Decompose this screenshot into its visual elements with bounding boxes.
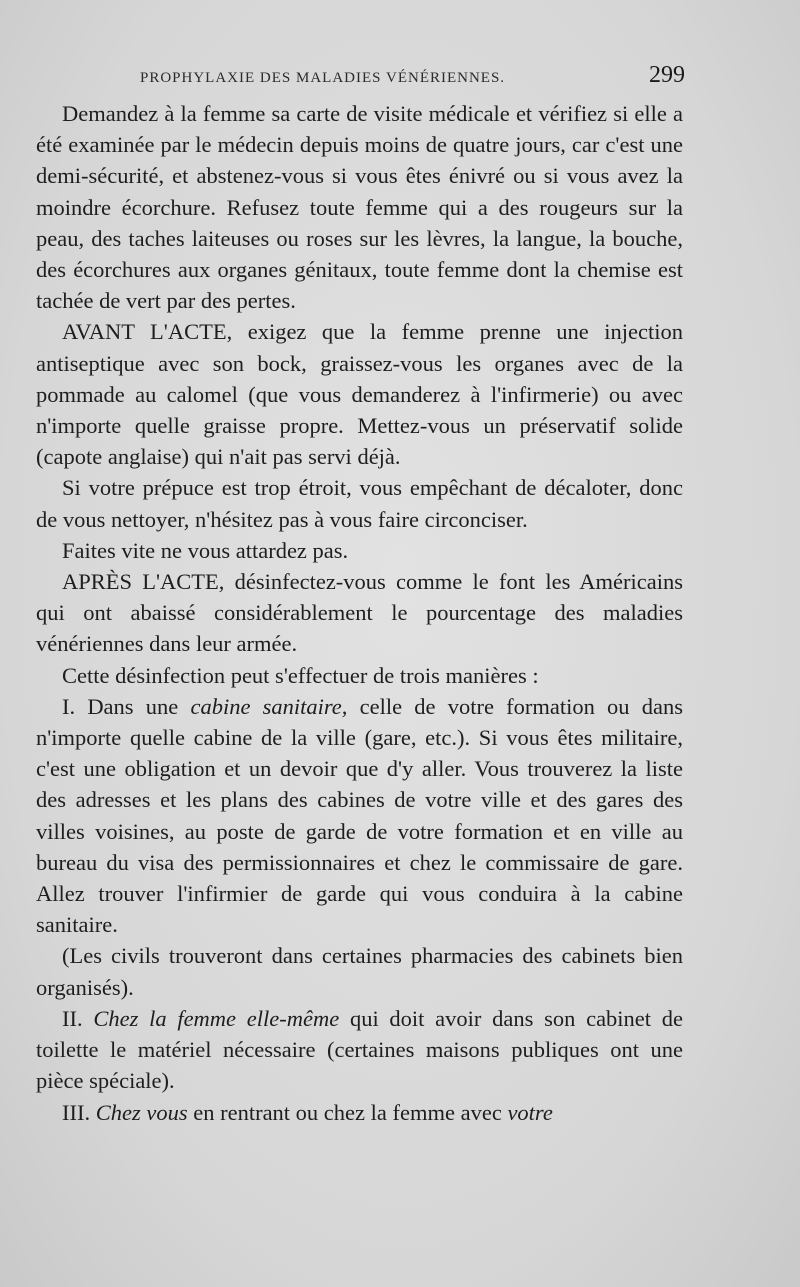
page-number: 299 <box>649 62 685 88</box>
paragraph <box>36 472 683 534</box>
paragraph <box>36 940 683 1002</box>
paragraph <box>36 691 683 941</box>
running-title: PROPHYLAXIE DES MALADIES VÉNÉRIENNES. <box>140 70 506 86</box>
paragraph-text: celle de votre formation ou dans n'importe quelle cabine de la ville (gare, etc.). Si vous êtes militaire, c'est une obligation et un devoir que d'y aller. Vous trouverez la liste des adresses et les plans des cabines de votre ville et des gares des villes voisines, au poste de garde de votre formation et en ville au bureau du visa des permissionnaires et chez le commissaire de gare. Allez trouver l'infirmier de garde qui vous conduira à la cabine sanitaire. <box>36 693 683 938</box>
list-number: II. <box>62 1005 83 1031</box>
paragraph-text: Cette désinfection peut s'effectuer de trois manières : <box>62 662 539 688</box>
paragraph <box>36 98 683 316</box>
paragraph-text: Demandez à la femme sa carte de visite médicale et vérifiez si elle a été examinée par le médecin depuis moins de quatre jours, car c'est une demi-sécurité, et abstenez-vous si vous êtes énivré ou si vous avez la moindre écorchure. Refusez toute femme qui a des rougeurs sur la peau, des taches laiteuses ou roses sur les lèvres, la langue, la bouche, des écorchures aux organes génitaux, toute femme dont la chemise est tachée de vert par des pertes. <box>36 101 683 314</box>
paragraph-text: désinfectez-vous comme le font les Américains qui ont abaissé considérablement le pourcentage des maladies vénériennes dans leur armée. <box>36 569 684 657</box>
paragraph <box>36 316 683 472</box>
paragraph <box>36 566 683 660</box>
paragraph <box>36 1003 683 1097</box>
paragraph-text: Faites vite ne vous attardez pas. <box>62 537 349 563</box>
list-number: III. <box>62 1099 91 1125</box>
paragraph-text: Si votre prépuce est trop étroit, vous empêchant de décaloter, donc de vous nettoyer, n'hésitez pas à vous faire circonciser. <box>36 475 683 532</box>
emphasis-text: cabine sanitaire, <box>190 693 348 719</box>
paragraph-text: en rentrant ou chez la femme avec <box>193 1099 502 1125</box>
list-number: I. Dans une <box>62 693 179 719</box>
paragraph-text: exigez que la femme prenne une injection antiseptique avec son bock, graissez-vous les organes avec de la pommade au calomel (que vous demanderez à l'infirmerie) ou avec n'importe quelle graisse propre. Mettez-vous un préservatif solide (capote anglaise) qui n'ait pas servi déjà. <box>36 319 684 470</box>
page-body <box>36 98 683 1128</box>
emphasis-text: Chez la femme elle-même <box>93 1005 340 1031</box>
section-lead: APRÈS L'ACTE, <box>62 569 225 595</box>
emphasis-text: Chez vous <box>95 1099 188 1125</box>
paragraph <box>36 535 683 566</box>
emphasis-text: votre <box>507 1099 553 1125</box>
paragraph-text: qui doit avoir dans son cabinet de toilette le matériel nécessaire (certaines maisons publiques ont une pièce spéciale). <box>36 1005 684 1094</box>
paragraph <box>36 1097 683 1128</box>
paragraph-text: (Les civils trouveront dans certaines pharmacies des cabinets bien organisés). <box>36 943 683 1000</box>
paragraph <box>36 660 683 691</box>
page-header <box>140 62 685 94</box>
section-lead: AVANT L'ACTE, <box>62 319 233 345</box>
